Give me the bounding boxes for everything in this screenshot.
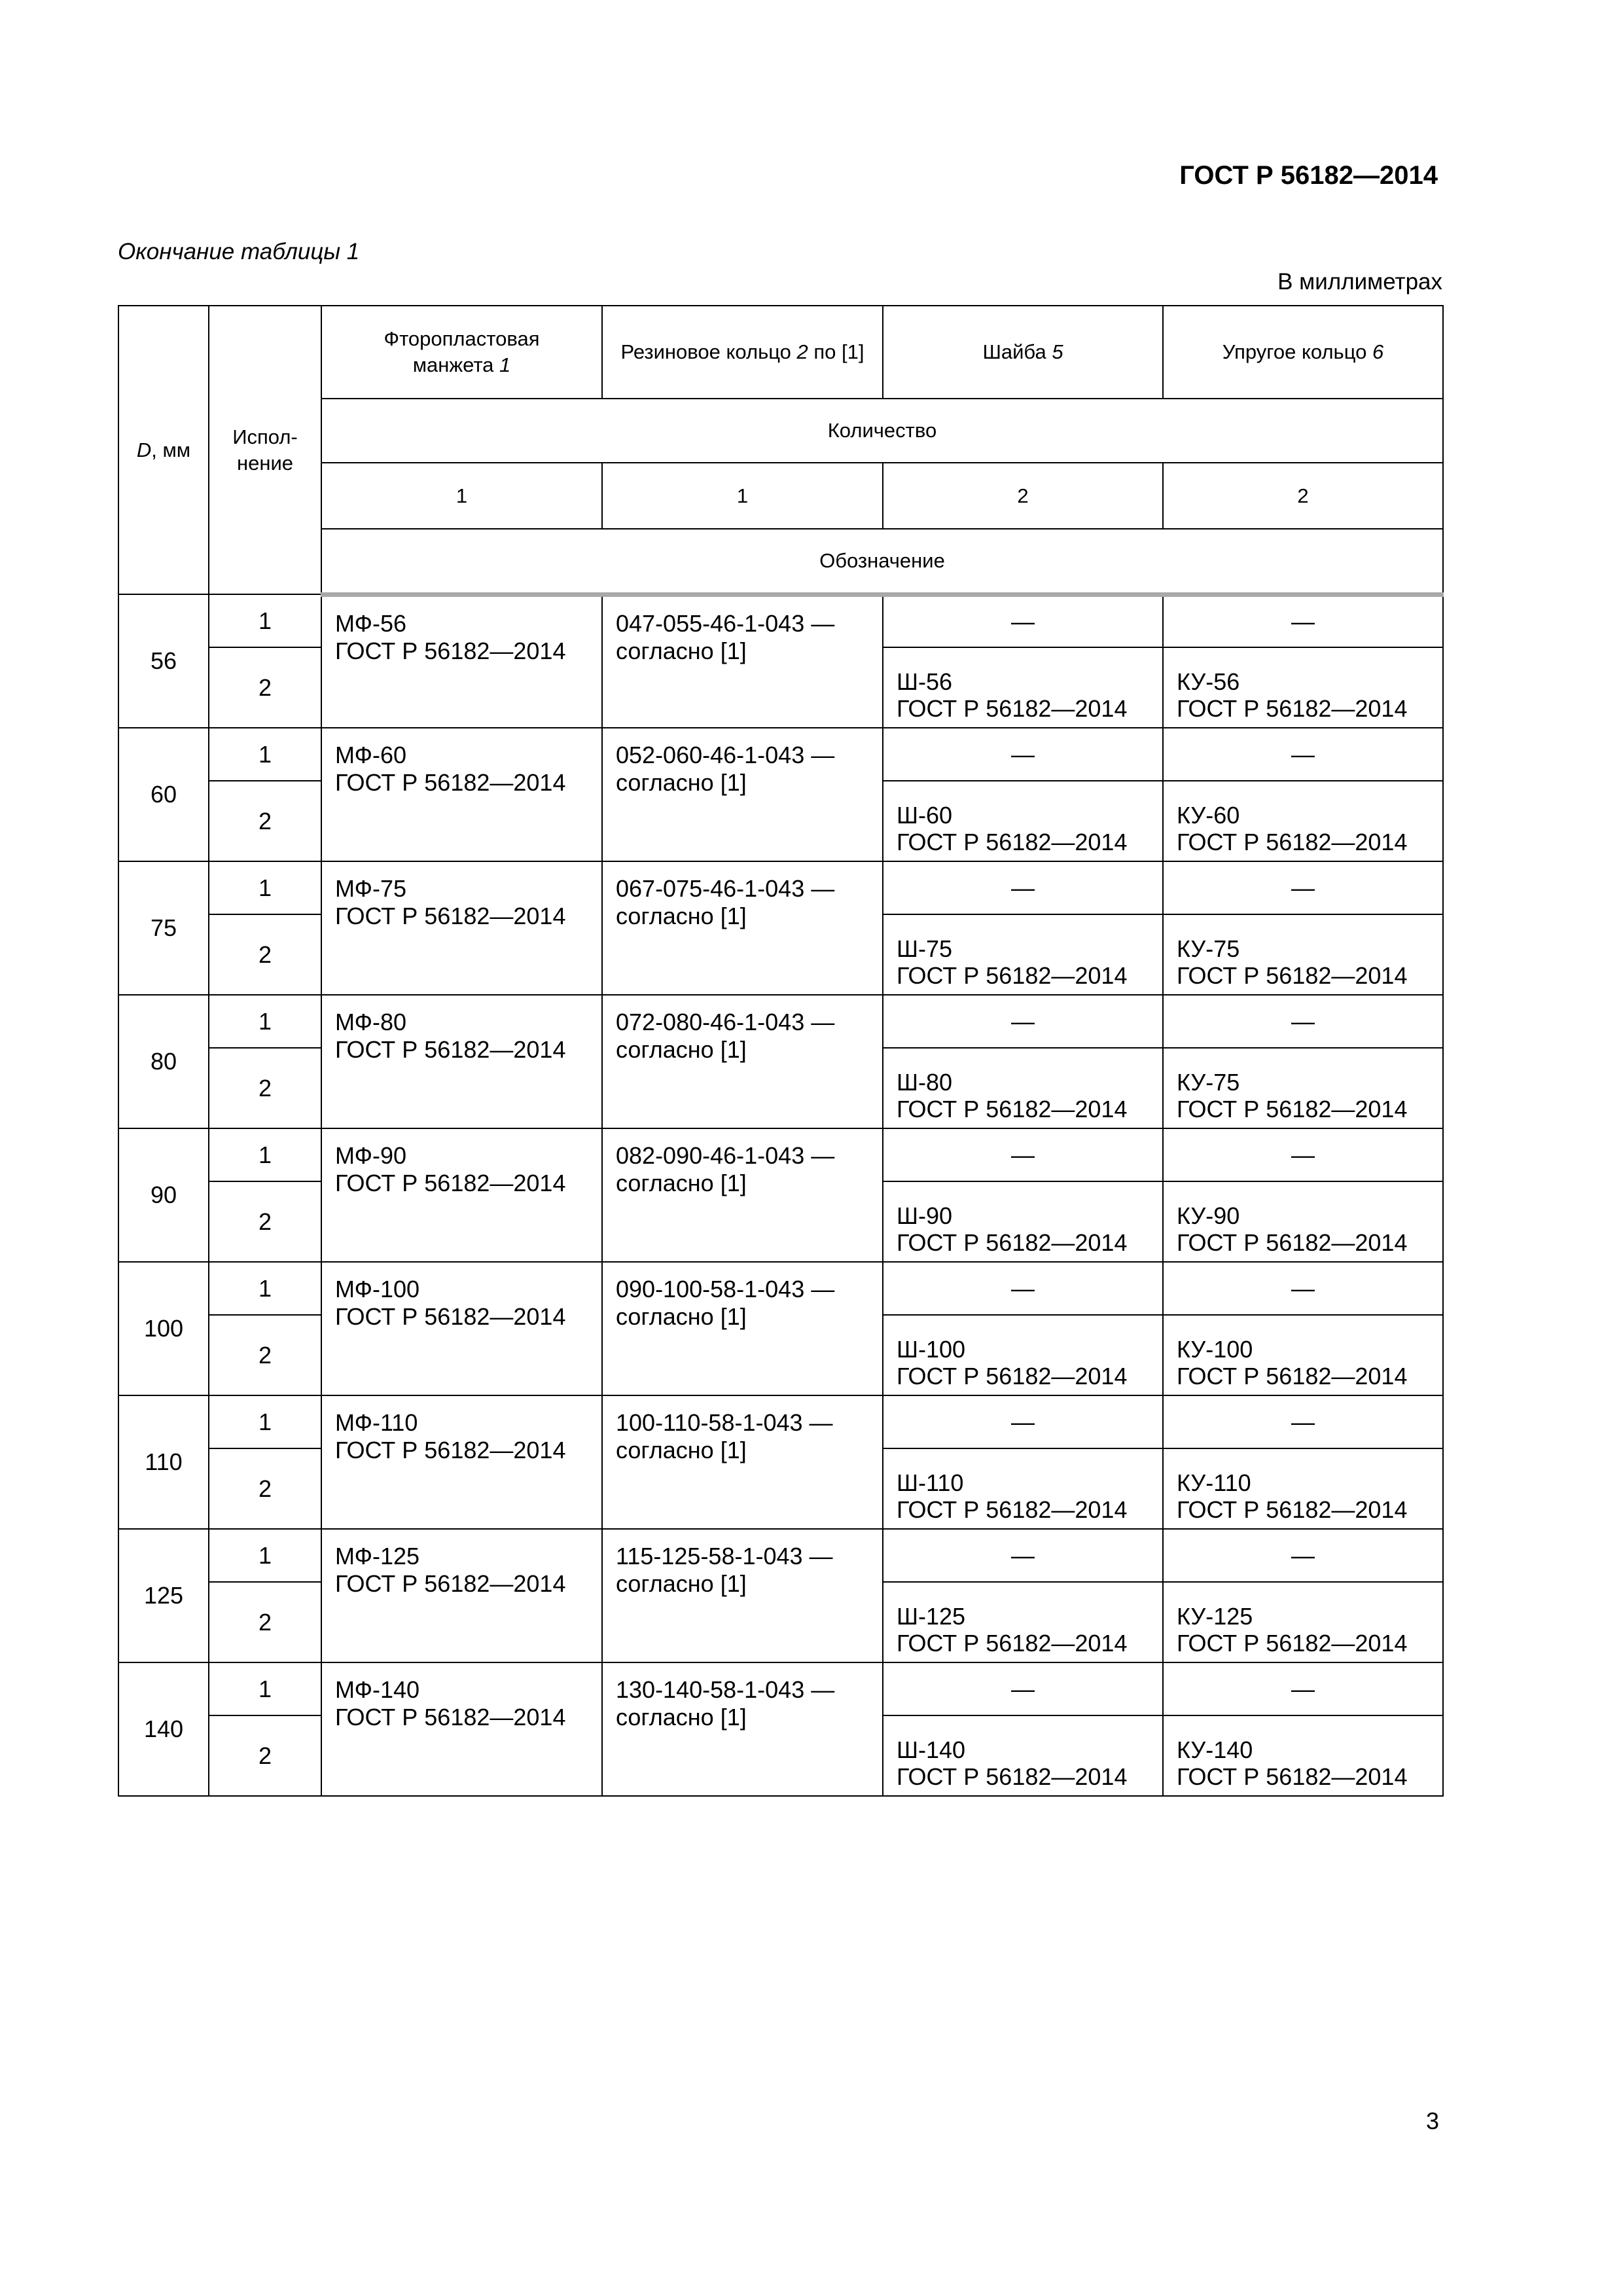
elastic-ring-designation	[1163, 1715, 1443, 1796]
rubber-ring-code: 130-140-58-1-043 —	[616, 1676, 835, 1703]
washer-code: Ш-100	[897, 1336, 966, 1363]
elastic-ring-standard: ГОСТ Р 56182—2014	[1177, 1630, 1408, 1657]
washer-none: —	[883, 1262, 1163, 1315]
quantity-washer: 2	[883, 463, 1163, 529]
elastic-ring-none: —	[1163, 1529, 1443, 1582]
washer-designation	[883, 1181, 1163, 1262]
cuff-standard: ГОСТ Р 56182—2014	[335, 769, 566, 796]
quantity-elastic-ring: 2	[1163, 463, 1443, 529]
elastic-ring-code: КУ-60	[1177, 802, 1240, 829]
table-row	[118, 1262, 1443, 1315]
cuff-designation	[321, 861, 602, 995]
designation-header: Обозначение	[321, 529, 1443, 594]
cuff-pos: 1	[499, 353, 511, 376]
washer-designation	[883, 1715, 1163, 1796]
rubber-ring-designation	[602, 728, 883, 861]
elastic-ring-designation	[1163, 1048, 1443, 1128]
washer-code: Ш-75	[897, 935, 953, 962]
table-row	[118, 1662, 1443, 1715]
washer-code: Ш-90	[897, 1202, 953, 1229]
elastic-ring-none: —	[1163, 1395, 1443, 1448]
elastic-ring-standard: ГОСТ Р 56182—2014	[1177, 1229, 1408, 1256]
diameter-cell: 80	[118, 995, 209, 1128]
variant-cell: 2	[209, 1181, 321, 1262]
parts-table	[118, 305, 1444, 1797]
rubber-ring-code: 115-125-58-1-043 —	[616, 1543, 833, 1570]
ring-label: Резиновое кольцо	[620, 340, 797, 363]
diameter-cell: 56	[118, 594, 209, 728]
table-row	[118, 1395, 1443, 1448]
table-row	[118, 1529, 1443, 1582]
rubber-ring-reference: согласно [1]	[616, 1570, 747, 1597]
cuff-code: МФ-140	[335, 1676, 420, 1703]
elastic-ring-label: Упругое кольцо	[1222, 340, 1372, 363]
ring-label-suffix: по [1]	[808, 340, 865, 363]
elastic-ring-code: КУ-100	[1177, 1336, 1253, 1363]
variant-header-line1: Испол-	[232, 425, 298, 448]
elastic-ring-standard: ГОСТ Р 56182—2014	[1177, 1363, 1408, 1390]
rubber-ring-reference: согласно [1]	[616, 769, 747, 796]
diameter-cell: 110	[118, 1395, 209, 1529]
rubber-ring-designation	[602, 1262, 883, 1395]
variant-cell: 1	[209, 1529, 321, 1582]
col-header-rubber-ring	[602, 306, 883, 399]
diameter-cell: 100	[118, 1262, 209, 1395]
variant-cell: 2	[209, 1715, 321, 1796]
elastic-ring-code: КУ-75	[1177, 935, 1240, 962]
washer-standard: ГОСТ Р 56182—2014	[897, 829, 1128, 855]
washer-standard: ГОСТ Р 56182—2014	[897, 1496, 1128, 1523]
washer-none: —	[883, 1395, 1163, 1448]
cuff-designation	[321, 1395, 602, 1529]
elastic-ring-code: КУ-125	[1177, 1603, 1253, 1630]
diameter-cell: 75	[118, 861, 209, 995]
washer-designation	[883, 1048, 1163, 1128]
washer-designation	[883, 781, 1163, 861]
rubber-ring-designation	[602, 861, 883, 995]
rubber-ring-reference: согласно [1]	[616, 1303, 747, 1330]
rubber-ring-reference: согласно [1]	[616, 1036, 747, 1063]
col-header-washer	[883, 306, 1163, 399]
diameter-cell: 90	[118, 1128, 209, 1262]
washer-none: —	[883, 995, 1163, 1048]
cuff-standard: ГОСТ Р 56182—2014	[335, 1170, 566, 1196]
cuff-standard: ГОСТ Р 56182—2014	[335, 1704, 566, 1731]
rubber-ring-code: 082-090-46-1-043 —	[616, 1142, 835, 1169]
elastic-ring-none: —	[1163, 594, 1443, 647]
elastic-ring-designation	[1163, 1448, 1443, 1529]
quantity-header: Количество	[321, 399, 1443, 463]
elastic-ring-standard: ГОСТ Р 56182—2014	[1177, 962, 1408, 989]
cuff-designation	[321, 995, 602, 1128]
cuff-standard: ГОСТ Р 56182—2014	[335, 1570, 566, 1597]
cuff-designation	[321, 594, 602, 728]
variant-cell: 1	[209, 1395, 321, 1448]
diameter-cell: 60	[118, 728, 209, 861]
variant-cell: 1	[209, 1662, 321, 1715]
cuff-designation	[321, 1529, 602, 1662]
washer-none: —	[883, 1529, 1163, 1582]
variant-cell: 2	[209, 781, 321, 861]
variant-cell: 1	[209, 728, 321, 781]
washer-designation	[883, 914, 1163, 995]
diameter-unit: , мм	[151, 438, 191, 461]
washer-pos: 5	[1052, 340, 1063, 363]
washer-standard: ГОСТ Р 56182—2014	[897, 1096, 1128, 1122]
rubber-ring-code: 090-100-58-1-043 —	[616, 1276, 835, 1302]
cuff-code: МФ-75	[335, 875, 406, 902]
washer-code: Ш-140	[897, 1736, 966, 1763]
rubber-ring-reference: согласно [1]	[616, 903, 747, 929]
washer-standard: ГОСТ Р 56182—2014	[897, 1229, 1128, 1256]
elastic-ring-code: КУ-140	[1177, 1736, 1253, 1763]
elastic-ring-pos: 6	[1372, 340, 1384, 363]
rubber-ring-reference: согласно [1]	[616, 637, 747, 664]
elastic-ring-code: КУ-90	[1177, 1202, 1240, 1229]
cuff-standard: ГОСТ Р 56182—2014	[335, 1303, 566, 1330]
rubber-ring-designation	[602, 995, 883, 1128]
variant-header-line2: нение	[236, 451, 294, 475]
variant-cell: 2	[209, 1048, 321, 1128]
variant-cell: 1	[209, 861, 321, 914]
washer-standard: ГОСТ Р 56182—2014	[897, 962, 1128, 989]
elastic-ring-code: КУ-75	[1177, 1069, 1240, 1096]
washer-none: —	[883, 861, 1163, 914]
washer-code: Ш-110	[897, 1469, 964, 1496]
variant-cell: 1	[209, 995, 321, 1048]
cuff-code: МФ-100	[335, 1276, 420, 1302]
diameter-cell: 140	[118, 1662, 209, 1796]
table-row	[118, 594, 1443, 647]
col-header-diameter	[118, 306, 209, 594]
table-row	[118, 728, 1443, 781]
washer-code: Ш-125	[897, 1603, 966, 1630]
washer-code: Ш-60	[897, 802, 953, 829]
washer-designation	[883, 647, 1163, 728]
col-header-elastic-ring	[1163, 306, 1443, 399]
variant-cell: 2	[209, 1448, 321, 1529]
elastic-ring-none: —	[1163, 995, 1443, 1048]
washer-none: —	[883, 594, 1163, 647]
rubber-ring-designation	[602, 1529, 883, 1662]
variant-cell: 1	[209, 1262, 321, 1315]
rubber-ring-designation	[602, 1662, 883, 1796]
diameter-cell: 125	[118, 1529, 209, 1662]
table-row	[118, 1128, 1443, 1181]
table-row	[118, 861, 1443, 914]
washer-none: —	[883, 1662, 1163, 1715]
elastic-ring-code: КУ-56	[1177, 668, 1240, 695]
rubber-ring-code: 052-060-46-1-043 —	[616, 742, 835, 768]
elastic-ring-standard: ГОСТ Р 56182—2014	[1177, 695, 1408, 722]
elastic-ring-none: —	[1163, 861, 1443, 914]
col-header-cuff	[321, 306, 602, 399]
washer-standard: ГОСТ Р 56182—2014	[897, 695, 1128, 722]
washer-designation	[883, 1448, 1163, 1529]
variant-cell: 2	[209, 914, 321, 995]
elastic-ring-designation	[1163, 1181, 1443, 1262]
elastic-ring-none: —	[1163, 1662, 1443, 1715]
rubber-ring-designation	[602, 594, 883, 728]
variant-cell: 2	[209, 1582, 321, 1662]
units-note: В миллиметрах	[1277, 269, 1442, 295]
variant-cell: 2	[209, 1315, 321, 1395]
page-number: 3	[1425, 2108, 1439, 2134]
washer-designation	[883, 1315, 1163, 1395]
rubber-ring-code: 100-110-58-1-043 —	[616, 1409, 833, 1436]
cuff-designation	[321, 1662, 602, 1796]
washer-designation	[883, 1582, 1163, 1662]
quantity-rubber-ring: 1	[602, 463, 883, 529]
washer-standard: ГОСТ Р 56182—2014	[897, 1363, 1128, 1390]
cuff-code: МФ-90	[335, 1142, 406, 1169]
variant-cell: 1	[209, 1128, 321, 1181]
elastic-ring-standard: ГОСТ Р 56182—2014	[1177, 1096, 1408, 1122]
elastic-ring-none: —	[1163, 728, 1443, 781]
cuff-designation	[321, 1128, 602, 1262]
standard-code: ГОСТ Р 56182—2014	[1179, 161, 1438, 190]
elastic-ring-designation	[1163, 914, 1443, 995]
elastic-ring-none: —	[1163, 1128, 1443, 1181]
elastic-ring-none: —	[1163, 1262, 1443, 1315]
elastic-ring-standard: ГОСТ Р 56182—2014	[1177, 1496, 1408, 1523]
washer-code: Ш-80	[897, 1069, 953, 1096]
cuff-code: МФ-110	[335, 1409, 418, 1436]
rubber-ring-code: 047-055-46-1-043 —	[616, 609, 835, 637]
washer-code: Ш-56	[897, 668, 953, 695]
cuff-label: Фторопластовая манжета	[383, 327, 540, 376]
diameter-symbol: D	[136, 438, 152, 461]
cuff-code: МФ-80	[335, 1009, 406, 1035]
washer-standard: ГОСТ Р 56182—2014	[897, 1763, 1128, 1790]
cuff-standard: ГОСТ Р 56182—2014	[335, 1036, 566, 1063]
rubber-ring-code: 067-075-46-1-043 —	[616, 875, 835, 902]
elastic-ring-standard: ГОСТ Р 56182—2014	[1177, 1763, 1408, 1790]
variant-cell: 2	[209, 647, 321, 728]
washer-label: Шайба	[982, 340, 1052, 363]
washer-none: —	[883, 728, 1163, 781]
cuff-code: МФ-56	[335, 609, 406, 637]
ring-pos: 2	[796, 340, 808, 363]
rubber-ring-reference: согласно [1]	[616, 1170, 747, 1196]
cuff-code: МФ-60	[335, 742, 406, 768]
cuff-standard: ГОСТ Р 56182—2014	[335, 903, 566, 929]
elastic-ring-code: КУ-110	[1177, 1469, 1251, 1496]
elastic-ring-designation	[1163, 1315, 1443, 1395]
elastic-ring-standard: ГОСТ Р 56182—2014	[1177, 829, 1408, 855]
cuff-designation	[321, 728, 602, 861]
washer-standard: ГОСТ Р 56182—2014	[897, 1630, 1128, 1657]
rubber-ring-reference: согласно [1]	[616, 1704, 747, 1731]
rubber-ring-reference: согласно [1]	[616, 1437, 747, 1463]
elastic-ring-designation	[1163, 1582, 1443, 1662]
elastic-ring-designation	[1163, 781, 1443, 861]
rubber-ring-designation	[602, 1128, 883, 1262]
cuff-standard: ГОСТ Р 56182—2014	[335, 1437, 566, 1463]
rubber-ring-designation	[602, 1395, 883, 1529]
rubber-ring-code: 072-080-46-1-043 —	[616, 1009, 835, 1035]
cuff-code: МФ-125	[335, 1543, 420, 1570]
col-header-variant	[209, 306, 321, 594]
table-row	[118, 995, 1443, 1048]
cuff-standard: ГОСТ Р 56182—2014	[335, 637, 566, 664]
variant-cell: 1	[209, 594, 321, 647]
quantity-cuff: 1	[321, 463, 602, 529]
washer-none: —	[883, 1128, 1163, 1181]
table-caption: Окончание таблицы 1	[118, 239, 360, 264]
cuff-designation	[321, 1262, 602, 1395]
elastic-ring-designation	[1163, 647, 1443, 728]
